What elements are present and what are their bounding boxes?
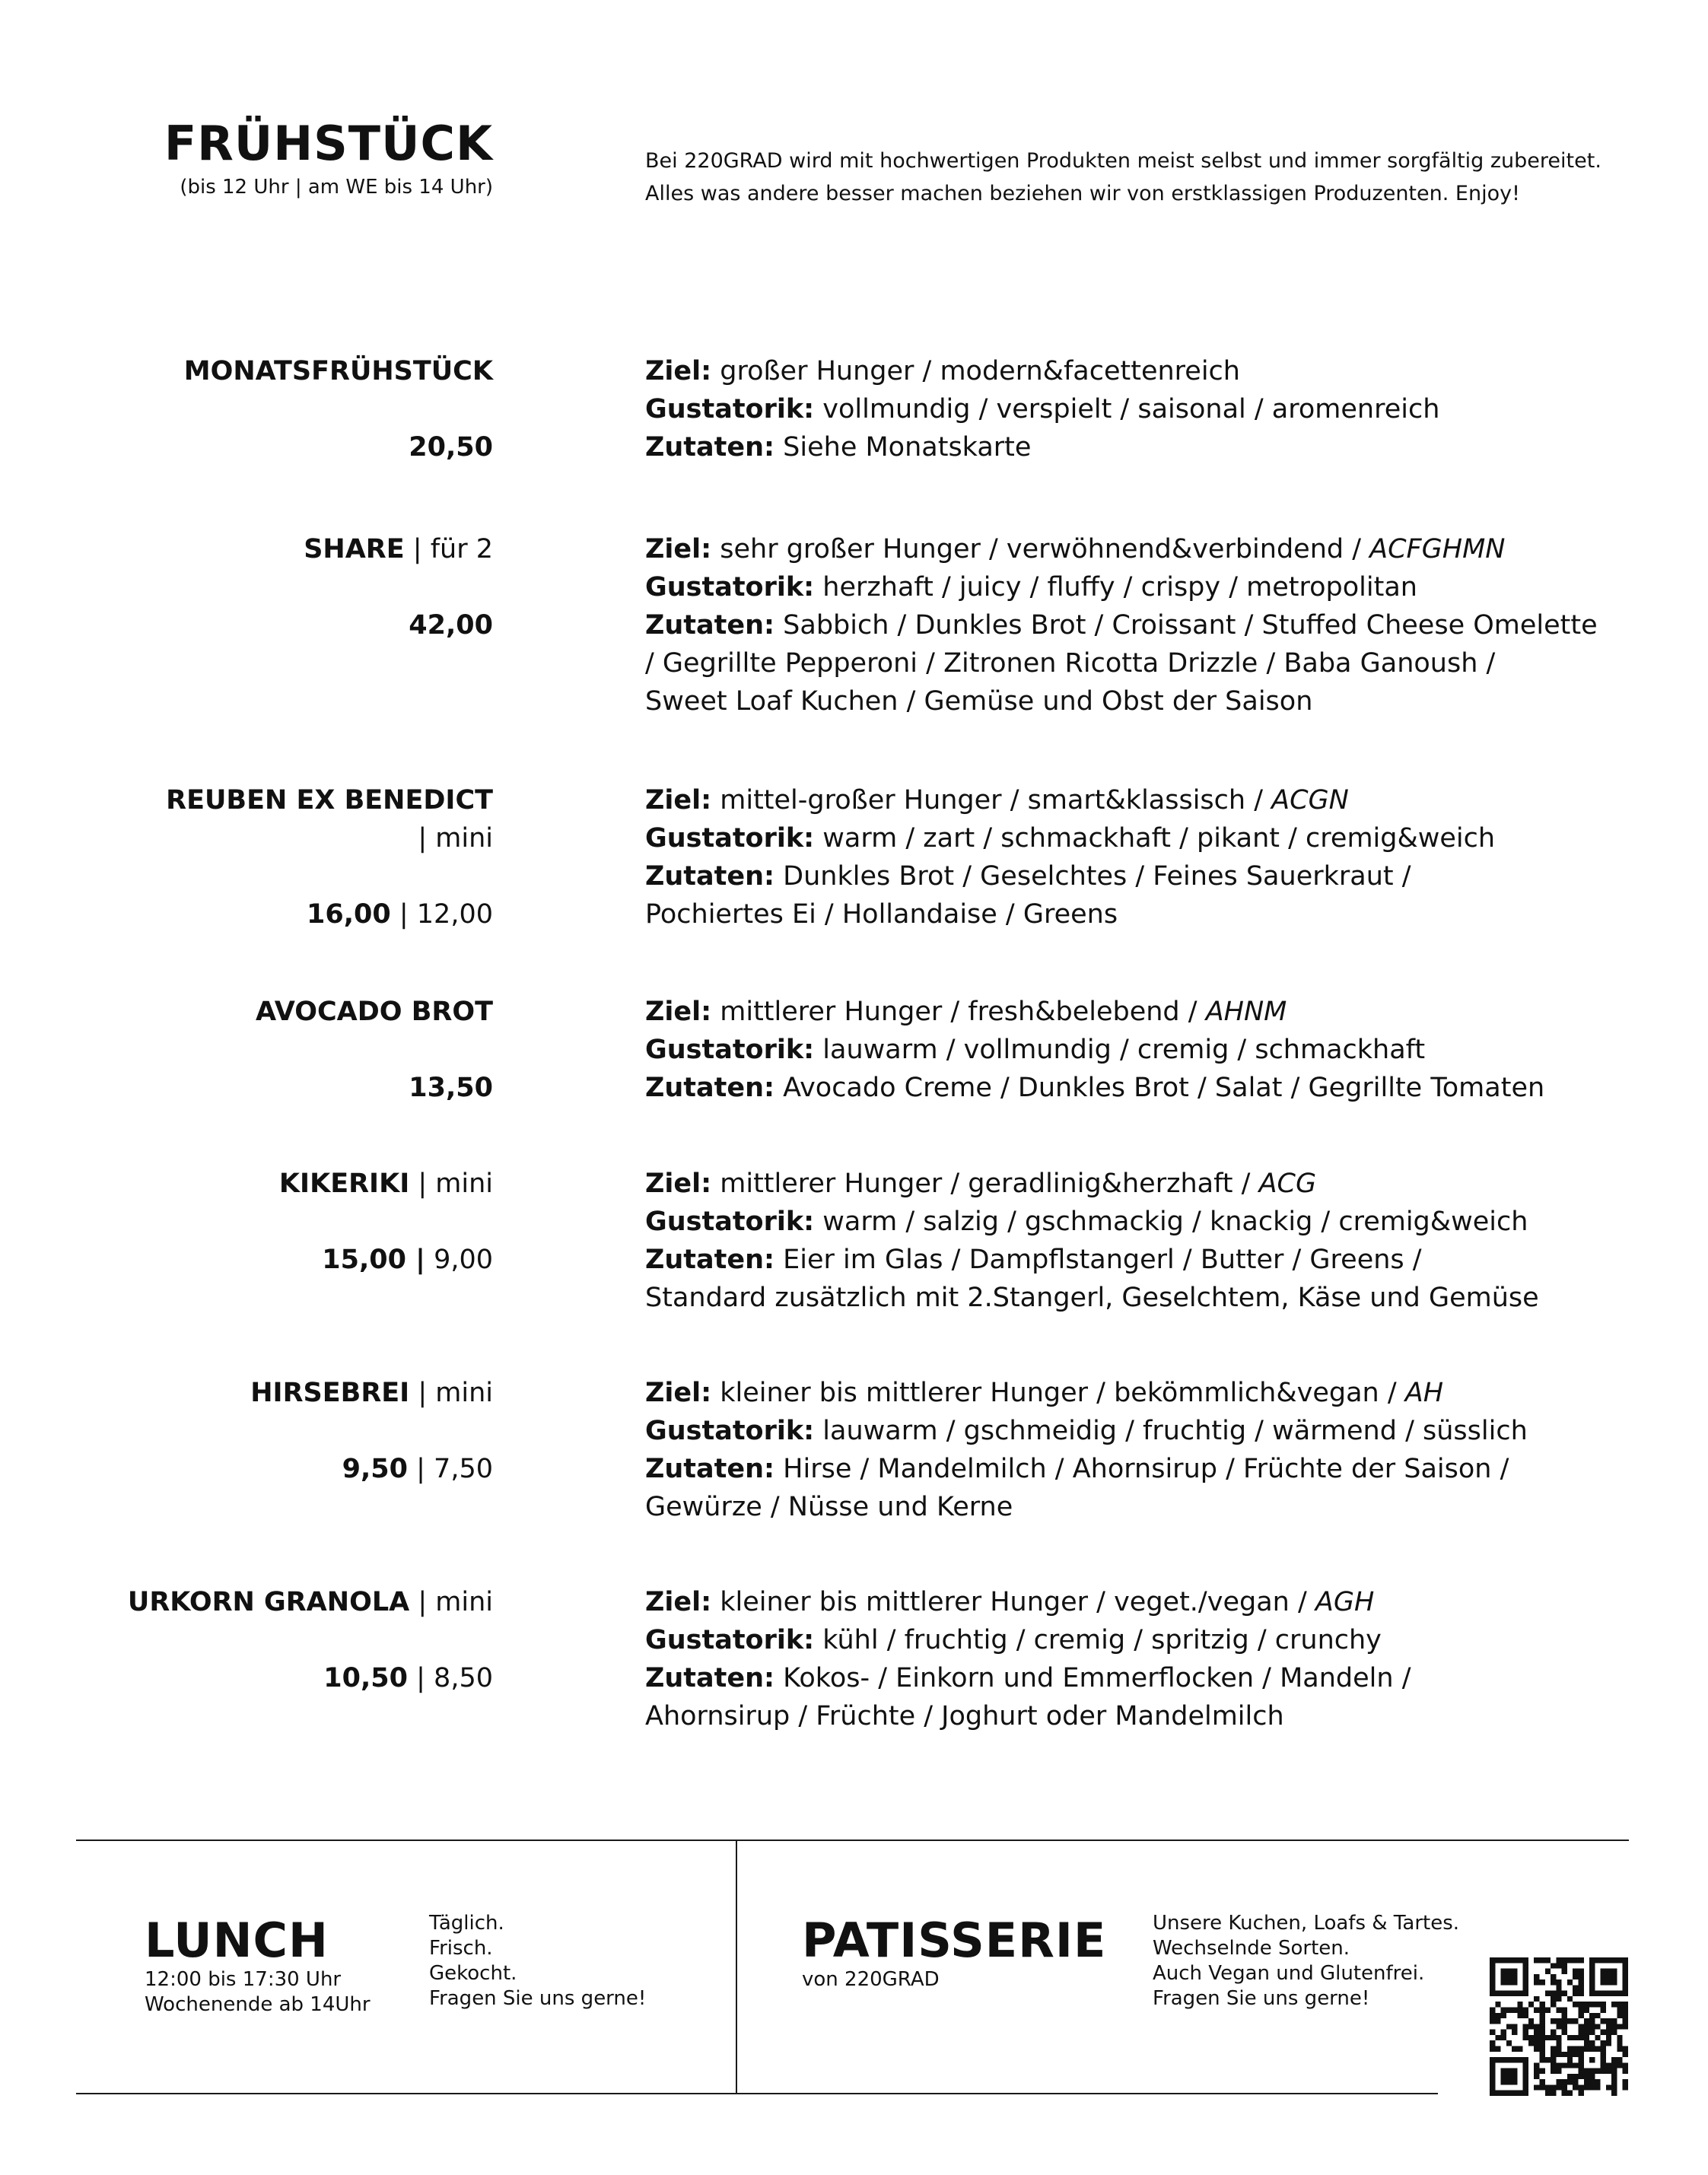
menu-item-details: [645, 1583, 1411, 1735]
patisserie-description: [1153, 1911, 1459, 2011]
lunch-tag-line: Frisch.: [429, 1937, 493, 1960]
allergen-codes: AGH: [1315, 1587, 1375, 1617]
gustatorik-label: Gustatorik:: [645, 1625, 815, 1655]
menu-item-details: [645, 781, 1495, 933]
menu-item-ziel: [645, 993, 1544, 1031]
lunch-title: LUNCH: [145, 1913, 329, 1968]
menu-item-details: [645, 1374, 1528, 1526]
zutaten-text: Sabbich / Dunkles Brot / Croissant / Stuffed Cheese Omelette: [783, 610, 1598, 641]
menu-item-ziel: [645, 352, 1439, 390]
menu-item-zutaten: [645, 1659, 1411, 1697]
menu-item-gustatorik: [645, 1203, 1539, 1241]
zutaten-text: Siehe Monatskarte: [783, 432, 1032, 463]
gustatorik-label: Gustatorik:: [645, 1035, 815, 1065]
lunch-hours-line: Wochenende ab 14Uhr: [145, 1993, 371, 2016]
intro-line: Bei 220GRAD wird mit hochwertigen Produkten meist selbst und immer sorgfältig zubereitet.: [645, 149, 1601, 173]
menu-item-gustatorik: [645, 1621, 1411, 1659]
menu-item-zutaten: [645, 1069, 1544, 1107]
menu-item-details: [645, 993, 1544, 1107]
menu-item-name: SHARE: [304, 534, 405, 564]
menu-item-header: [250, 1374, 493, 1488]
allergen-codes: AHNM: [1205, 997, 1287, 1027]
ziel-text: mittel-großer Hunger / smart&klassisch /: [720, 785, 1272, 816]
menu-item-gustatorik: [645, 390, 1439, 428]
ziel-text: mittlerer Hunger / fresh&belebend /: [720, 997, 1206, 1027]
menu-item-price-mini: 9,00: [425, 1245, 493, 1275]
menu-item-details: [645, 352, 1439, 466]
zutaten-label: Zutaten:: [645, 432, 775, 463]
patisserie-desc-line: Unsere Kuchen, Loafs & Tartes.: [1153, 1912, 1460, 1935]
menu-item-details: [645, 1165, 1539, 1317]
ziel-label: Ziel:: [645, 785, 712, 816]
zutaten-text: Eier im Glas / Dampflstangerl / Butter / Greens /: [783, 1245, 1422, 1275]
ziel-text: großer Hunger / modern&facettenreich: [720, 356, 1240, 386]
allergen-codes: AH: [1404, 1378, 1444, 1408]
gustatorik-text: vollmundig / verspielt / saisonal / aromenreich: [822, 394, 1440, 425]
menu-item-price: 16,00: [307, 899, 391, 930]
lunch-tag-line: Täglich.: [429, 1912, 504, 1935]
menu-item-variant: | mini: [409, 1169, 493, 1199]
menu-item-variant: | mini: [409, 1378, 493, 1408]
intro-text: [645, 145, 1601, 210]
menu-item-name: HIRSEBREI: [250, 1378, 410, 1408]
gustatorik-text: lauwarm / vollmundig / cremig / schmackhaft: [822, 1035, 1426, 1065]
zutaten-label: Zutaten:: [645, 861, 775, 892]
ziel-text: sehr großer Hunger / verwöhnend&verbindend /: [720, 534, 1370, 564]
allergen-codes: ACGN: [1271, 785, 1349, 816]
footer-top-rule: [76, 1840, 1629, 1841]
menu-item-name: KIKERIKI: [278, 1169, 410, 1199]
menu-item-name: MONATSFRÜHSTÜCK: [183, 356, 493, 386]
lunch-tag-line: Gekocht.: [429, 1962, 517, 1985]
menu-item-gustatorik: [645, 819, 1495, 857]
ziel-label: Ziel:: [645, 534, 712, 564]
gustatorik-label: Gustatorik:: [645, 394, 815, 425]
patisserie-title: PATISSERIE: [802, 1913, 1107, 1968]
gustatorik-label: Gustatorik:: [645, 1207, 815, 1237]
lunch-tagline: [429, 1911, 646, 2011]
menu-item-variant: | mini: [418, 823, 493, 854]
menu-item-header: [304, 530, 493, 644]
menu-item-header: [184, 352, 493, 466]
zutaten-label: Zutaten:: [645, 1454, 775, 1484]
menu-item-price: 13,50: [409, 1073, 493, 1103]
patisserie-desc-line: Wechselnde Sorten.: [1153, 1937, 1350, 1960]
menu-item-header: [256, 993, 493, 1107]
ziel-text: kleiner bis mittlerer Hunger / veget./vegan /: [720, 1587, 1315, 1617]
menu-item-name: URKORN GRANOLA: [127, 1587, 410, 1617]
gustatorik-label: Gustatorik:: [645, 572, 815, 603]
zutaten-text: Kokos- / Einkorn und Emmerflocken / Mandeln /: [783, 1663, 1411, 1693]
zutaten-text: Sweet Loaf Kuchen / Gemüse und Obst der Saison: [645, 686, 1313, 717]
zutaten-text: Pochiertes Ei / Hollandaise / Greens: [645, 899, 1118, 930]
menu-item-ziel: [645, 1374, 1528, 1412]
patisserie-desc-line: Fragen Sie uns gerne!: [1153, 1987, 1370, 2010]
page-title: FRÜHSTÜCK: [164, 116, 493, 171]
gustatorik-label: Gustatorik:: [645, 1416, 815, 1446]
menu-item-zutaten: [645, 428, 1439, 466]
menu-item-variant: | mini: [409, 1587, 493, 1617]
ziel-text: mittlerer Hunger / geradlinig&herzhaft /: [720, 1169, 1259, 1199]
menu-item-details: [645, 530, 1598, 720]
zutaten-text: Hirse / Mandelmilch / Ahornsirup / Früchte der Saison /: [783, 1454, 1509, 1484]
breakfast-hours: (bis 12 Uhr | am WE bis 14 Uhr): [180, 176, 493, 199]
zutaten-text: Dunkles Brot / Geselchtes / Feines Sauerkraut /: [783, 861, 1411, 892]
menu-item-ziel: [645, 530, 1598, 568]
gustatorik-text: kühl / fruchtig / cremig / spritzig / crunchy: [822, 1625, 1382, 1655]
allergen-codes: ACFGHMN: [1369, 534, 1506, 564]
ziel-label: Ziel:: [645, 997, 712, 1027]
menu-item-header: [128, 1583, 493, 1697]
menu-item-zutaten: [645, 1450, 1528, 1488]
ziel-label: Ziel:: [645, 1169, 712, 1199]
patisserie-desc-line: Auch Vegan und Glutenfrei.: [1153, 1962, 1425, 1985]
zutaten-text: Standard zusätzlich mit 2.Stangerl, Geselchtem, Käse und Gemüse: [645, 1283, 1539, 1313]
zutaten-text: Gewürze / Nüsse und Kerne: [645, 1492, 1013, 1522]
menu-item-price-mini: | 8,50: [408, 1663, 493, 1693]
zutaten-label: Zutaten:: [645, 1663, 775, 1693]
lunch-hours-line: 12:00 bis 17:30 Uhr: [145, 1968, 342, 1991]
menu-item-name: AVOCADO BROT: [256, 997, 493, 1027]
lunch-hours: [145, 1967, 371, 2018]
menu-item-variant: | für 2: [404, 534, 493, 564]
gustatorik-text: lauwarm / gschmeidig / fruchtig / wärmend / süsslich: [822, 1416, 1528, 1446]
zutaten-label: Zutaten:: [645, 1073, 775, 1103]
ziel-text: kleiner bis mittlerer Hunger / bekömmlich&vegan /: [720, 1378, 1405, 1408]
ziel-label: Ziel:: [645, 1378, 712, 1408]
gustatorik-label: Gustatorik:: [645, 823, 815, 854]
menu-item-price: 42,00: [409, 610, 493, 641]
ziel-label: Ziel:: [645, 356, 712, 386]
qr-code-icon[interactable]: [1490, 1957, 1628, 2096]
menu-item-zutaten: [645, 1241, 1539, 1279]
menu-item-gustatorik: [645, 1412, 1528, 1450]
zutaten-label: Zutaten:: [645, 610, 775, 641]
menu-item-gustatorik: [645, 1031, 1544, 1069]
gustatorik-text: herzhaft / juicy / fluffy / crispy / metropolitan: [822, 572, 1417, 603]
menu-item-gustatorik: [645, 568, 1598, 606]
menu-item-price: 10,50: [323, 1663, 409, 1693]
menu-item-ziel: [645, 781, 1495, 819]
menu-item-price-mini: | 7,50: [408, 1454, 493, 1484]
menu-item-price-mini: | 12,00: [390, 899, 493, 930]
intro-line: Alles was andere besser machen beziehen wir von erstklassigen Produzenten. Enjoy!: [645, 182, 1520, 205]
menu-item-header: [279, 1165, 493, 1279]
zutaten-text: Ahornsirup / Früchte / Joghurt oder Mandelmilch: [645, 1701, 1284, 1731]
gustatorik-text: warm / zart / schmackhaft / pikant / cremig&weich: [822, 823, 1496, 854]
menu-item-ziel: [645, 1165, 1539, 1203]
lunch-tag-line: Fragen Sie uns gerne!: [429, 1987, 647, 2010]
zutaten-text: Avocado Creme / Dunkles Brot / Salat / Gegrillte Tomaten: [783, 1073, 1545, 1103]
menu-item-zutaten: [645, 606, 1598, 644]
menu-item-price: 9,50: [342, 1454, 409, 1484]
menu-item-name: REUBEN EX BENEDICT: [166, 785, 493, 816]
menu-item-price: 15,00 |: [322, 1245, 425, 1275]
menu-item-zutaten: [645, 857, 1495, 895]
zutaten-label: Zutaten:: [645, 1245, 775, 1275]
menu-item-header: [166, 781, 493, 933]
menu-item-ziel: [645, 1583, 1411, 1621]
footer-bottom-rule: [76, 2093, 1438, 2094]
allergen-codes: ACG: [1258, 1169, 1317, 1199]
ziel-label: Ziel:: [645, 1587, 712, 1617]
menu-item-price: 20,50: [409, 432, 493, 463]
gustatorik-text: warm / salzig / gschmackig / knackig / cremig&weich: [822, 1207, 1528, 1237]
patisserie-subtitle: von 220GRAD: [802, 1968, 940, 1991]
footer-divider: [736, 1840, 737, 2094]
zutaten-text: / Gegrillte Pepperoni / Zitronen Ricotta Drizzle / Baba Ganoush /: [645, 648, 1496, 679]
